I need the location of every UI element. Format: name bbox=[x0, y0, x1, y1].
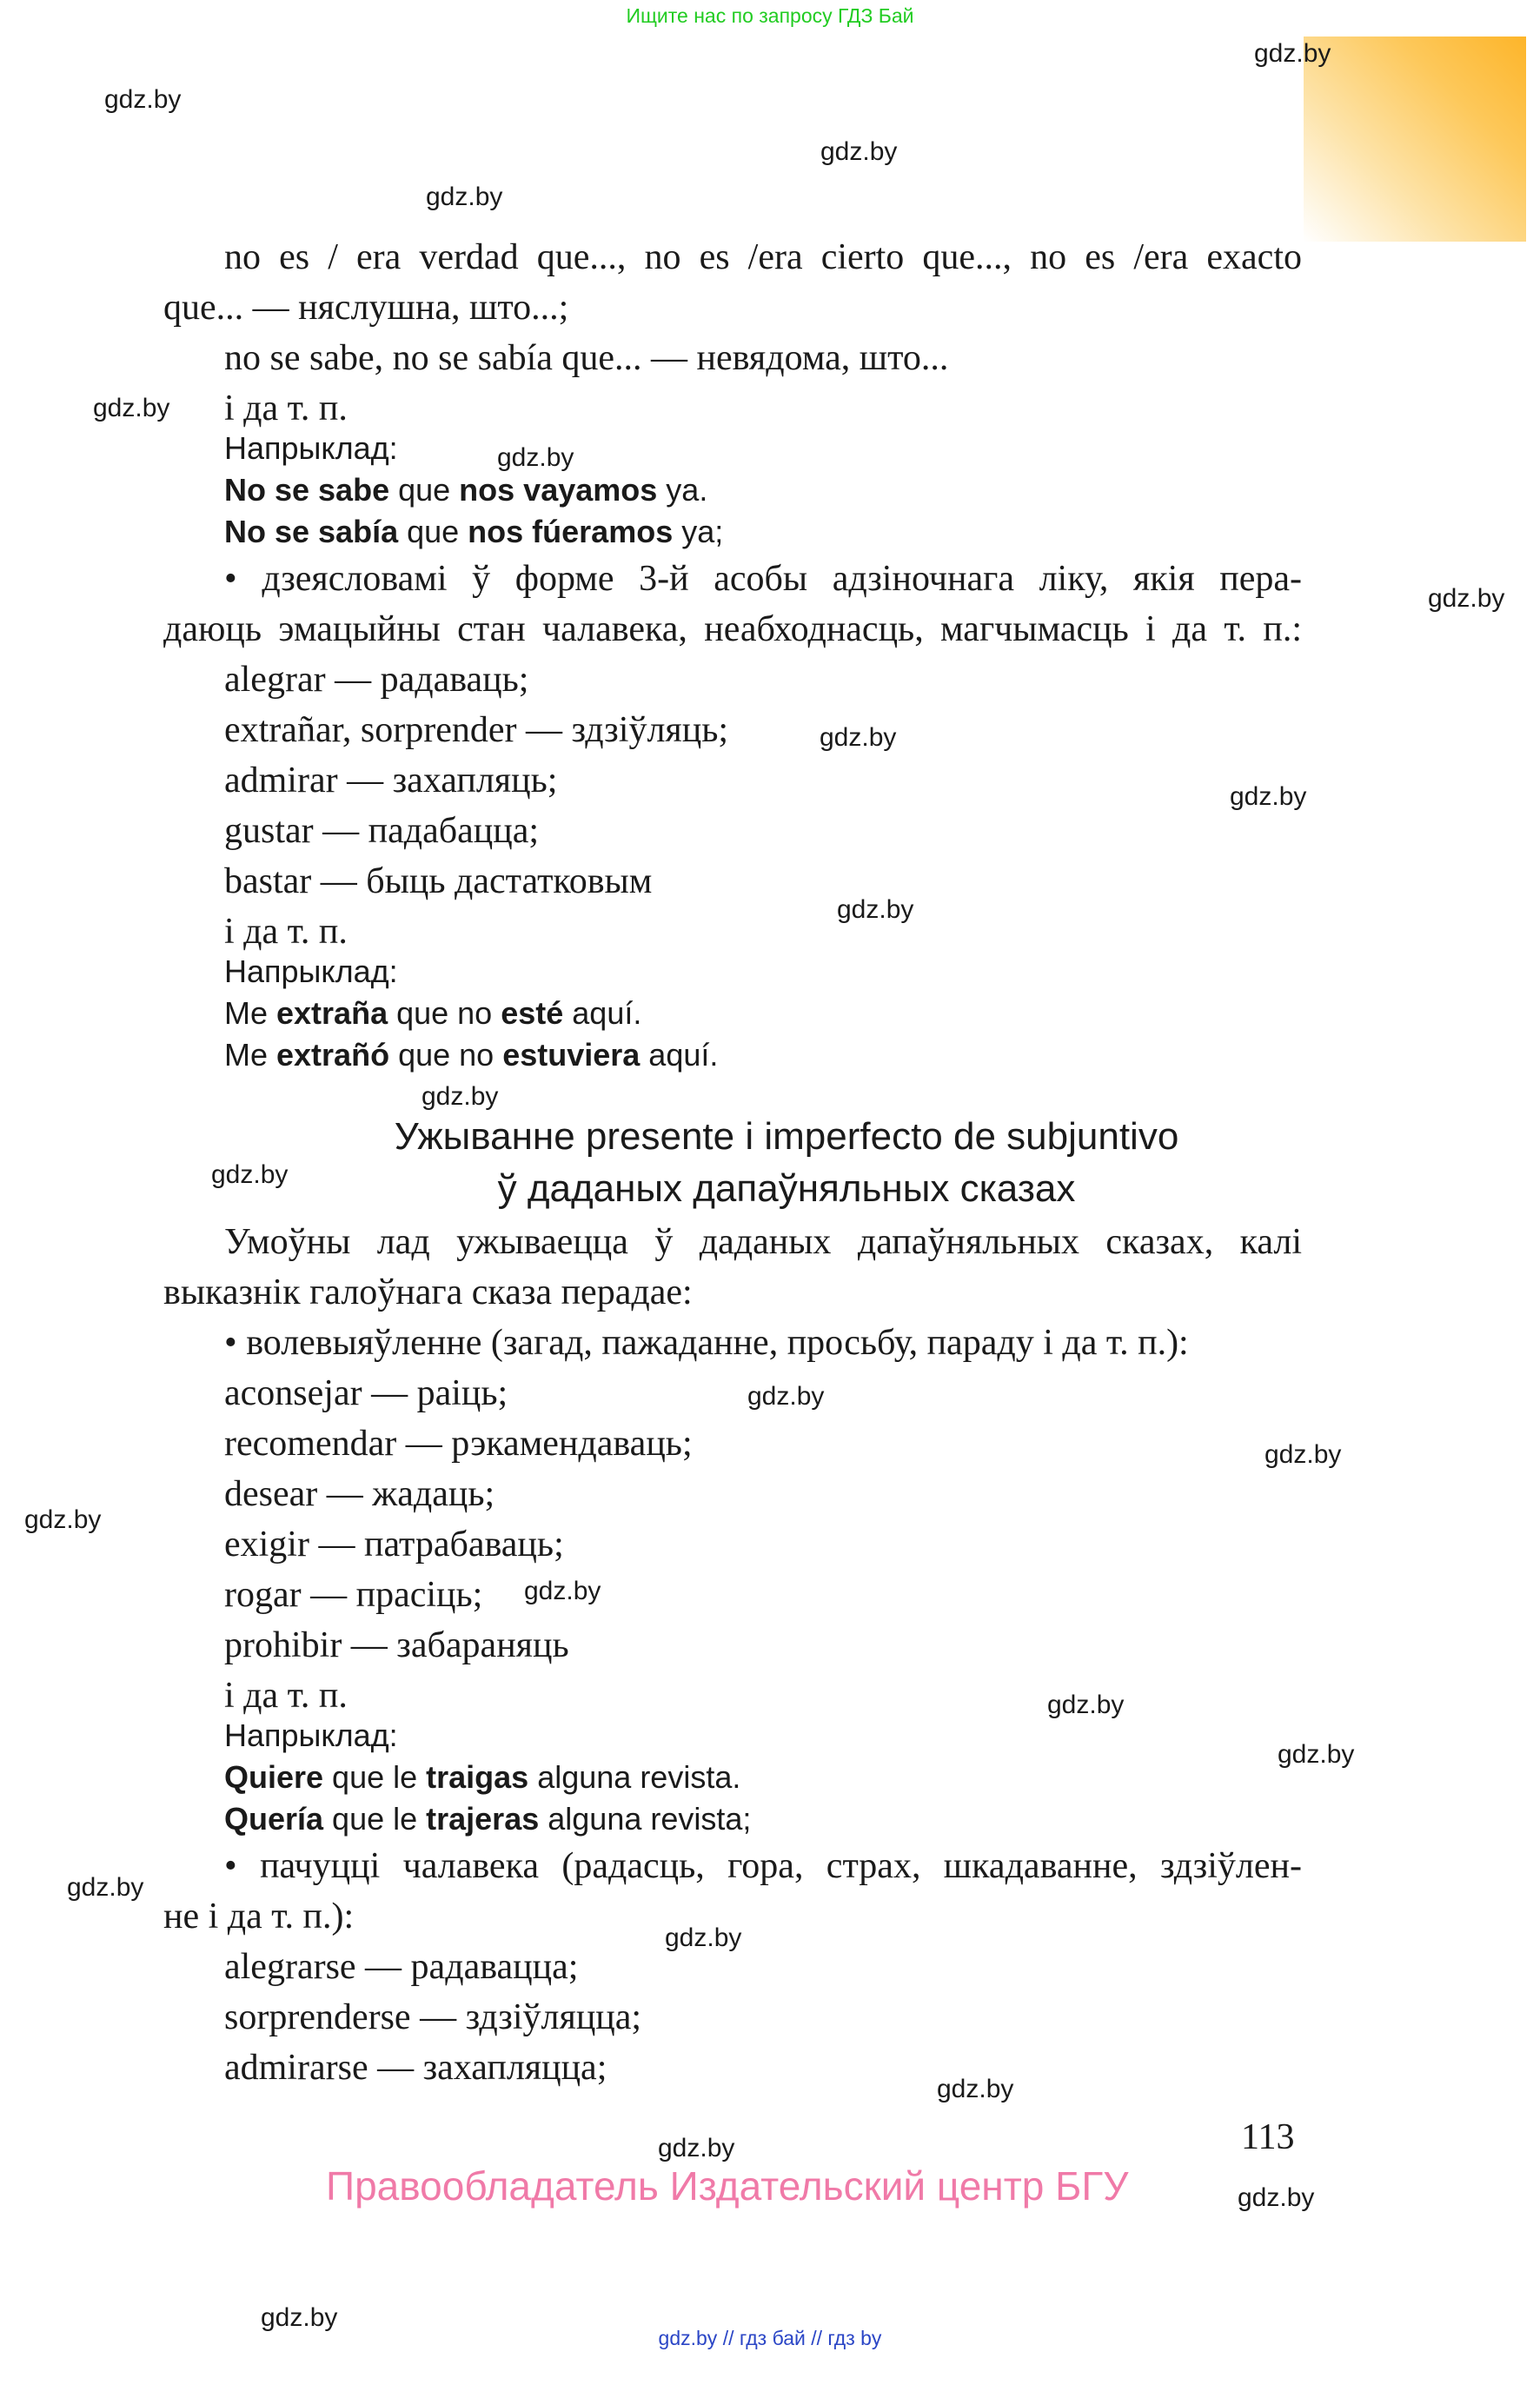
watermark: gdz.by bbox=[104, 85, 182, 114]
watermark: gdz.by bbox=[24, 1505, 102, 1534]
watermark: gdz.by bbox=[820, 137, 898, 166]
bullet-item: • пачуцці чалавека (радасць, гора, страх, шкадаванне, здзіўлен- bbox=[224, 1846, 1302, 1886]
example-label: Напрыклад: bbox=[224, 430, 398, 466]
text-line: даюць эмацыйны стан чалавека, неабходнасць, магчымасць і да т. п.: bbox=[163, 609, 1302, 649]
watermark: gdz.by bbox=[1278, 1740, 1355, 1769]
example-sentence: Quería que le trajeras alguna revista; bbox=[224, 1801, 752, 1837]
watermark: gdz.by bbox=[1254, 39, 1331, 68]
verb-item: prohibir — забараняць bbox=[224, 1625, 569, 1665]
watermark: gdz.by bbox=[1428, 584, 1505, 613]
watermark: gdz.by bbox=[67, 1873, 144, 1902]
verb-item: gustar — падабацца; bbox=[224, 811, 540, 851]
verb-item: desear — жадаць; bbox=[224, 1474, 495, 1514]
watermark: gdz.by bbox=[1047, 1691, 1125, 1719]
bullet-item: • дзеясловамі ў форме 3-й асобы адзіночнага ліку, якія пера- bbox=[224, 559, 1302, 599]
text-line: Умоўны лад ужываецца ў даданых дапаўняльных сказах, калі bbox=[224, 1222, 1302, 1262]
top-search-link[interactable]: Ищите нас по запросу ГДЗ Бай bbox=[626, 4, 914, 27]
example-sentence: No se sabe que nos vayamos ya. bbox=[224, 472, 708, 508]
example-sentence: Me extraña que no esté aquí. bbox=[224, 995, 642, 1031]
verb-item: rogar — прасіць; bbox=[224, 1575, 483, 1615]
bullet-item: • волевыяўленне (загад, пажаданне, просьбу, параду і да т. п.): bbox=[224, 1323, 1189, 1363]
verb-item: bastar — быць дастатковым bbox=[224, 861, 653, 901]
text-line: і да т. п. bbox=[224, 389, 348, 429]
text-line: no se sabe, no se sabía que... — невядома, што... bbox=[224, 338, 949, 378]
verb-item: alegrarse — радавацца; bbox=[224, 1947, 579, 1987]
corner-decoration bbox=[1304, 37, 1526, 242]
verb-item: admirar — захапляць; bbox=[224, 761, 558, 801]
example-sentence: No se sabía que nos fúeramos ya; bbox=[224, 514, 724, 549]
watermark: gdz.by bbox=[658, 2134, 735, 2162]
watermark: gdz.by bbox=[820, 723, 897, 752]
example-label: Напрыклад: bbox=[224, 953, 398, 989]
page-number: 113 bbox=[1241, 2117, 1295, 2157]
text-line: no es / era verdad que..., no es /era cierto que..., no es /era exacto bbox=[224, 237, 1302, 277]
verb-item: extrañar, sorprender — здзіўляць; bbox=[224, 710, 729, 750]
watermark: gdz.by bbox=[1230, 782, 1307, 811]
watermark: gdz.by bbox=[1265, 1440, 1342, 1469]
watermark: gdz.by bbox=[497, 443, 574, 472]
copyright-notice: Правообладатель Издательский центр БГУ bbox=[326, 2163, 1129, 2209]
text-line: не і да т. п.): bbox=[163, 1897, 355, 1937]
text-line: que... — няслушна, што...; bbox=[163, 288, 569, 328]
watermark: gdz.by bbox=[426, 183, 503, 211]
watermark: gdz.by bbox=[937, 2075, 1014, 2103]
verb-item: sorprenderse — здзіўляцца; bbox=[224, 1997, 642, 2037]
watermark: gdz.by bbox=[1238, 2183, 1315, 2212]
verb-item: і да т. п. bbox=[224, 1676, 348, 1716]
verb-item: alegrar — радаваць; bbox=[224, 660, 529, 700]
section-heading: ў даданых дапаўняльных сказах bbox=[497, 1167, 1076, 1210]
verb-item: і да т. п. bbox=[224, 912, 348, 952]
watermark: gdz.by bbox=[93, 394, 170, 422]
watermark: gdz.by bbox=[837, 895, 914, 924]
watermark: gdz.by bbox=[524, 1577, 601, 1605]
footer-links[interactable]: gdz.by // гдз бай // гдз by bbox=[658, 2327, 882, 2349]
example-label: Напрыклад: bbox=[224, 1717, 398, 1753]
example-sentence: Me extrañó que no estuviera aquí. bbox=[224, 1037, 719, 1073]
verb-item: aconsejar — раіць; bbox=[224, 1373, 508, 1413]
watermark: gdz.by bbox=[747, 1382, 825, 1411]
text-line: выказнік галоўнага сказа перадае: bbox=[163, 1272, 693, 1312]
watermark: gdz.by bbox=[211, 1160, 289, 1189]
watermark: gdz.by bbox=[422, 1082, 499, 1111]
watermark: gdz.by bbox=[261, 2303, 338, 2332]
example-sentence: Quiere que le traigas alguna revista. bbox=[224, 1759, 741, 1795]
verb-item: admirarse — захапляцца; bbox=[224, 2048, 607, 2088]
verb-item: exigir — патрабаваць; bbox=[224, 1525, 564, 1565]
watermark: gdz.by bbox=[665, 1923, 742, 1952]
verb-item: recomendar — рэкамендаваць; bbox=[224, 1424, 693, 1464]
section-heading: Ужыванне presente і imperfecto de subjuntivo bbox=[394, 1115, 1179, 1158]
